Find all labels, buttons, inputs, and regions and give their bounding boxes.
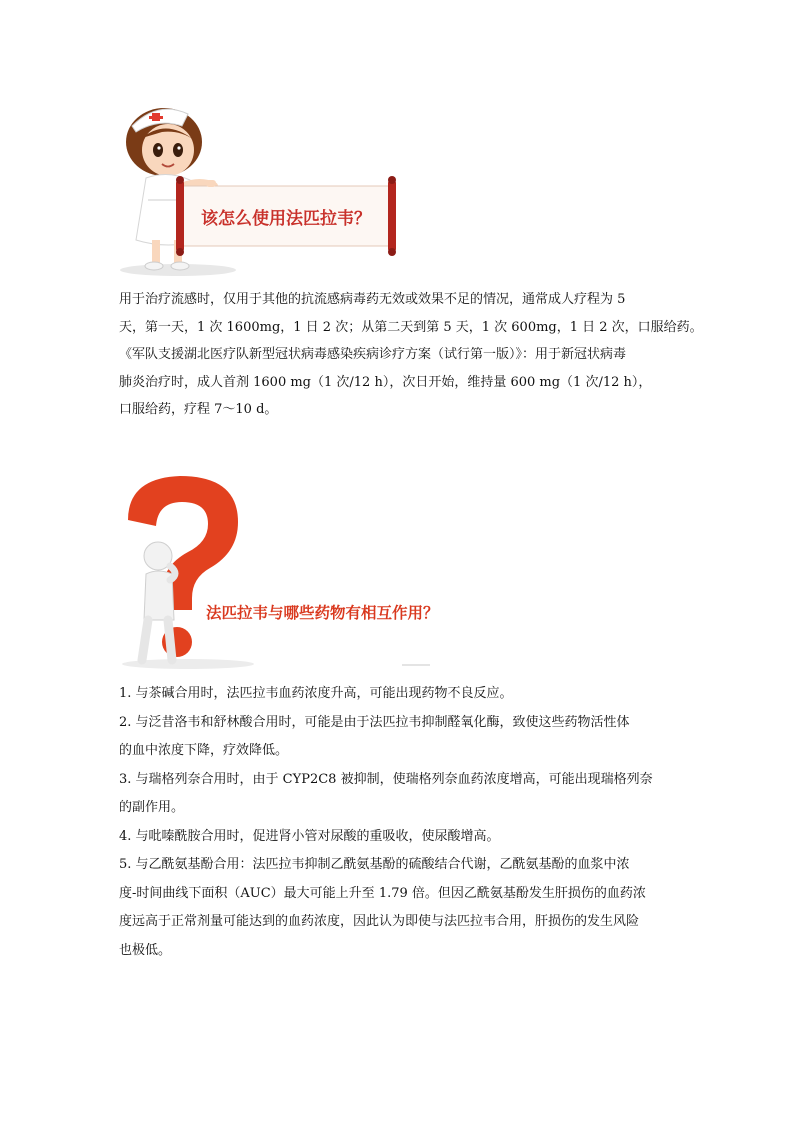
list-item [119, 851, 679, 965]
list-item [119, 823, 679, 852]
question-mark-illustration [118, 470, 458, 670]
nurse-scroll-banner [118, 100, 458, 278]
list-item-line: 的副作用。 [119, 800, 185, 815]
list-item [119, 680, 679, 709]
list-item [119, 766, 679, 823]
banner1-title: 该怎么使用法匹拉韦？ [201, 209, 371, 229]
list-item-line: 4. 与吡嗪酰胺合用时，促进肾小管对尿酸的重吸收，使尿酸增高。 [119, 828, 500, 844]
list-item-line: 度-时间曲线下面积（AUC）最大可能上升至 1.79 倍。但因乙酰氨基酚发生肝损伤的血药浓 [119, 885, 646, 901]
paragraph-line: 口服给药，疗程 7～10 d。 [119, 402, 278, 417]
list-item-line: 5. 与乙酰氨基酚合用：法匹拉韦抑制乙酰氨基酚的硫酸结合代谢，乙酰氨基酚的血浆中浓 [119, 857, 630, 872]
list-item-line: 3. 与瑞格列奈合用时，由于 CYP2C8 被抑制，使瑞格列奈血药浓度增高，可能出现瑞格列奈 [119, 771, 653, 787]
dosage-paragraph [119, 286, 703, 424]
list-item-line: 2. 与泛昔洛韦和舒林酸合用时，可能是由于法匹拉韦抑制醛氧化酶，致使这些药物活性体 [119, 714, 630, 730]
question-banner [118, 470, 458, 670]
interaction-list [119, 680, 679, 965]
banner2-title: 法匹拉韦与哪些药物有相互作用？ [206, 604, 439, 622]
list-item-line: 的血中浓度下降，疗效降低。 [119, 743, 289, 758]
list-item-line: 度远高于正常剂量可能达到的血药浓度，因此认为即使与法匹拉韦合用，肝损伤的发生风险 [119, 914, 640, 929]
paragraph-line: 天，第一天，1 次 1600mg，1 日 2 次；从第二天到第 5 天，1 次 600mg，1 日 2 次，口服给药。 [119, 319, 703, 335]
nurse-illustration [118, 100, 458, 278]
list-item [119, 709, 679, 766]
paragraph-line: 《军队支援湖北医疗队新型冠状病毒感染疾病诊疗方案（试行第一版）》：用于新冠状病毒 [119, 347, 627, 362]
paragraph-line: 肺炎治疗时，成人首剂 1600 mg（1 次/12 h），次日开始，维持量 600 mg（1 次/12 h）， [119, 374, 652, 390]
paragraph-line: 用于治疗流感时，仅用于其他的抗流感病毒药无效或效果不足的情况，通常成人疗程为 5 [119, 292, 626, 307]
scroll-sign [176, 176, 396, 256]
question-mark-icon [128, 476, 238, 610]
list-item-line: 1. 与茶碱合用时，法匹拉韦血药浓度升高，可能出现药物不良反应。 [119, 686, 513, 701]
list-item-line: 也极低。 [119, 942, 172, 958]
